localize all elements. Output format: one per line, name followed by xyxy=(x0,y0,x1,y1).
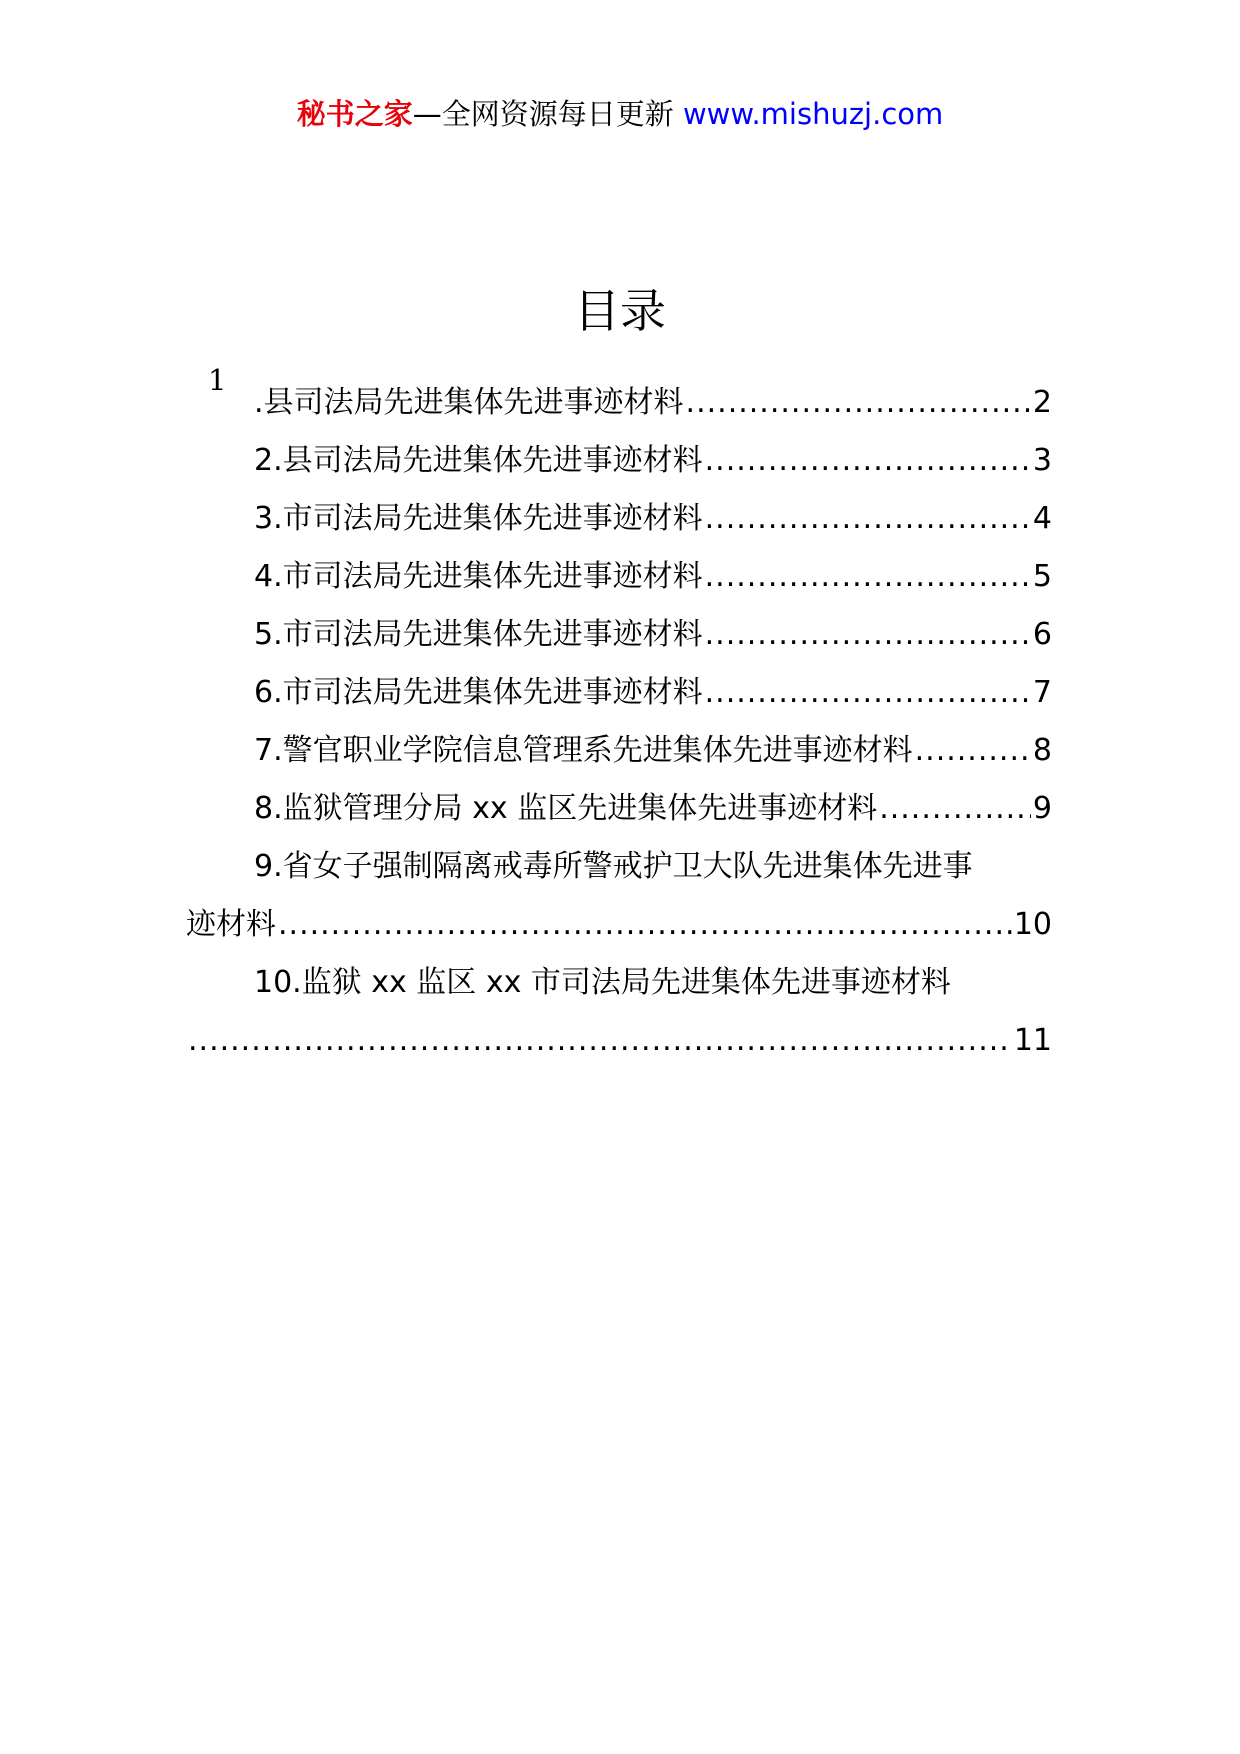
toc-entry-title: 4.市司法局先进集体先进事迹材料 xyxy=(254,559,703,594)
toc-leader xyxy=(915,736,1031,766)
toc-entry-title: 10.监狱 xx 监区 xx 市司法局先进集体先进事迹材料 xyxy=(254,965,951,1000)
site-url-link[interactable]: www.mishuzj.com xyxy=(682,97,944,131)
site-header xyxy=(0,97,1240,131)
toc-leader xyxy=(188,1026,1012,1056)
toc-entry-page: 8 xyxy=(1032,733,1052,768)
toc-entry-10[interactable] xyxy=(186,965,1052,1000)
toc-entry-title: 8.监狱管理分局 xx 监区先进集体先进事迹材料 xyxy=(254,791,878,826)
toc-entry-3[interactable] xyxy=(186,501,1052,536)
toc-leader xyxy=(705,620,1031,650)
toc-entry-page: 6 xyxy=(1032,617,1052,652)
toc-entry-page: 3 xyxy=(1032,443,1052,478)
toc-leader xyxy=(705,678,1031,708)
toc-entry-title: 5.市司法局先进集体先进事迹材料 xyxy=(254,617,703,652)
toc-leader xyxy=(879,794,1031,824)
toc-entry-2[interactable] xyxy=(186,443,1052,478)
page-number-marker: 1 xyxy=(208,363,227,397)
toc-entry-page: 7 xyxy=(1032,675,1052,710)
toc-entry-4[interactable] xyxy=(186,559,1052,594)
toc-entry-title: 7.警官职业学院信息管理系先进集体先进事迹材料 xyxy=(254,733,913,768)
brand-name: 秘书之家 xyxy=(296,97,413,131)
toc-entry-6[interactable] xyxy=(186,675,1052,710)
toc-entry-page: 10 xyxy=(1013,907,1052,942)
toc-leader xyxy=(278,910,1012,940)
toc-entry-title-continuation: 迹材料 xyxy=(186,907,276,942)
toc-entry-page: 5 xyxy=(1032,559,1052,594)
toc-entry-page: 9 xyxy=(1032,791,1052,826)
toc-entry-8[interactable] xyxy=(186,791,1052,826)
toc-entry-title: 9.省女子强制隔离戒毒所警戒护卫大队先进集体先进事 xyxy=(254,849,973,884)
toc-entry-page: 4 xyxy=(1032,501,1052,536)
toc-entry-1[interactable] xyxy=(186,385,1052,420)
toc-entry-title: 3.市司法局先进集体先进事迹材料 xyxy=(254,501,703,536)
page-title: 目录 xyxy=(574,284,666,338)
toc-entry-5[interactable] xyxy=(186,617,1052,652)
toc-entry-title: 6.市司法局先进集体先进事迹材料 xyxy=(254,675,703,710)
toc-leader xyxy=(705,504,1031,534)
toc-entry-page: 11 xyxy=(1013,1023,1052,1058)
toc-leader xyxy=(705,562,1031,592)
toc-entry-7[interactable] xyxy=(186,733,1052,768)
toc-leader xyxy=(686,388,1031,418)
toc-entry-page: 2 xyxy=(1032,385,1052,420)
toc-entry-title: 2.县司法局先进集体先进事迹材料 xyxy=(254,443,703,478)
toc-entry-9[interactable] xyxy=(186,849,1052,884)
header-tagline: —全网资源每日更新 xyxy=(412,97,683,131)
toc-entry-title: .县司法局先进集体先进事迹材料 xyxy=(254,385,684,420)
toc-entry-10-continuation[interactable] xyxy=(186,1023,1052,1058)
toc-entry-9-continuation[interactable] xyxy=(186,907,1052,942)
toc-leader xyxy=(705,446,1031,476)
